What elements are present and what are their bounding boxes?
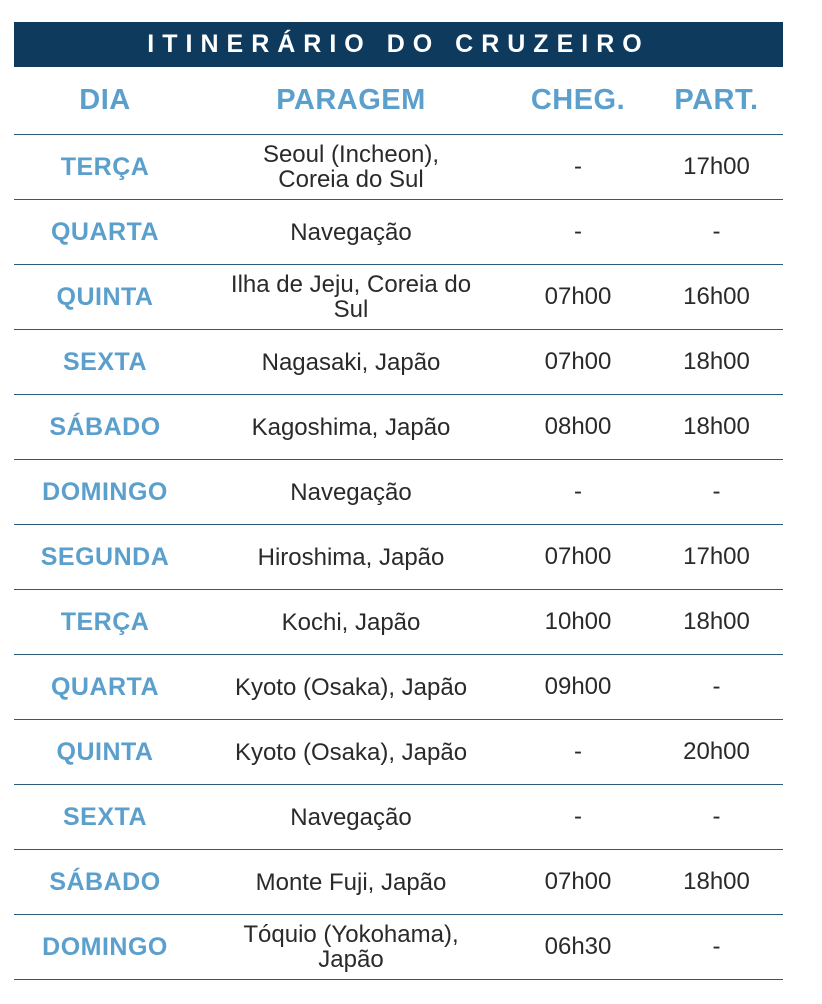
row-stop (196, 590, 506, 654)
row-stop (196, 265, 506, 329)
header-departure: PART. (674, 84, 759, 116)
row-day: SEXTA (63, 802, 147, 831)
row-stop (196, 330, 506, 394)
row-arrival: - (574, 738, 582, 765)
row-stop (196, 915, 506, 979)
row-day: SEXTA (63, 347, 147, 376)
header-arrival: CHEG. (530, 84, 626, 116)
row-arrival: 06h30 (544, 933, 612, 960)
row-day: DOMINGO (42, 477, 168, 506)
row-stop-text: Seoul (Incheon), Coreia do Sul (262, 141, 440, 193)
row-departure: 20h00 (683, 738, 750, 765)
row-departure: 17h00 (683, 153, 750, 180)
row-stop-text: Nagasaki, Japão (261, 348, 441, 376)
table-row (14, 200, 783, 265)
row-stop-text: Ilha de Jeju, Coreia do Sul (230, 271, 472, 323)
table-row (14, 850, 783, 915)
row-stop-text: Kagoshima, Japão (251, 413, 451, 441)
row-stop-text: Kochi, Japão (281, 608, 421, 636)
row-stop-text: Kyoto (Osaka), Japão (234, 738, 468, 766)
row-day: QUINTA (56, 737, 154, 766)
row-arrival: 10h00 (544, 608, 612, 635)
table-row (14, 720, 783, 785)
row-arrival: 07h00 (544, 283, 612, 310)
table-header-row (14, 67, 783, 135)
row-stop (196, 200, 506, 264)
row-day: QUINTA (56, 282, 154, 311)
row-arrival: - (574, 478, 582, 505)
row-stop-text: Navegação (290, 478, 412, 506)
row-stop (196, 720, 506, 784)
row-stop (196, 460, 506, 524)
row-departure: 18h00 (683, 348, 750, 375)
row-stop (196, 395, 506, 459)
table-row (14, 915, 783, 980)
row-stop-text: Tóquio (Yokohama), Japão (243, 921, 459, 973)
row-stop-text: Navegação (290, 803, 412, 831)
row-stop-text: Monte Fuji, Japão (255, 868, 447, 896)
row-day: SÁBADO (49, 867, 161, 896)
table-row (14, 590, 783, 655)
row-stop-text: Navegação (290, 218, 412, 246)
row-arrival: 09h00 (544, 673, 612, 700)
itinerary-table (14, 22, 783, 980)
table-row (14, 460, 783, 525)
row-departure: - (712, 218, 721, 245)
row-day: SÁBADO (49, 412, 161, 441)
row-stop (196, 655, 506, 719)
row-stop (196, 850, 506, 914)
row-departure: 18h00 (683, 413, 750, 440)
table-title: ITINERÁRIO DO CRUZEIRO (14, 22, 783, 67)
row-arrival: - (574, 218, 582, 245)
table-row (14, 265, 783, 330)
row-arrival: 08h00 (544, 413, 612, 440)
row-departure: 18h00 (683, 608, 750, 635)
header-stop: PARAGEM (276, 84, 426, 116)
row-day: DOMINGO (42, 932, 168, 961)
row-departure: 17h00 (683, 543, 750, 570)
row-departure: - (712, 673, 721, 700)
row-day: QUARTA (50, 217, 160, 246)
table-row (14, 395, 783, 460)
header-day: DIA (79, 84, 131, 116)
table-row (14, 655, 783, 720)
row-departure: 18h00 (683, 868, 750, 895)
table-row (14, 525, 783, 590)
row-arrival: 07h00 (544, 348, 612, 375)
row-day: TERÇA (60, 152, 150, 181)
row-stop (196, 135, 506, 199)
row-departure: - (712, 478, 721, 505)
row-day: SEGUNDA (40, 542, 170, 571)
row-departure: 16h00 (683, 283, 750, 310)
row-stop (196, 525, 506, 589)
table-row (14, 135, 783, 200)
row-arrival: 07h00 (544, 868, 612, 895)
table-row (14, 785, 783, 850)
row-stop (196, 785, 506, 849)
row-departure: - (712, 933, 721, 960)
row-arrival: 07h00 (544, 543, 612, 570)
row-arrival: - (574, 803, 582, 830)
row-day: TERÇA (60, 607, 150, 636)
row-stop-text: Hiroshima, Japão (257, 543, 445, 571)
row-stop-text: Kyoto (Osaka), Japão (234, 673, 468, 701)
row-day: QUARTA (50, 672, 160, 701)
row-arrival: - (574, 153, 582, 180)
row-departure: - (712, 803, 721, 830)
table-row (14, 330, 783, 395)
